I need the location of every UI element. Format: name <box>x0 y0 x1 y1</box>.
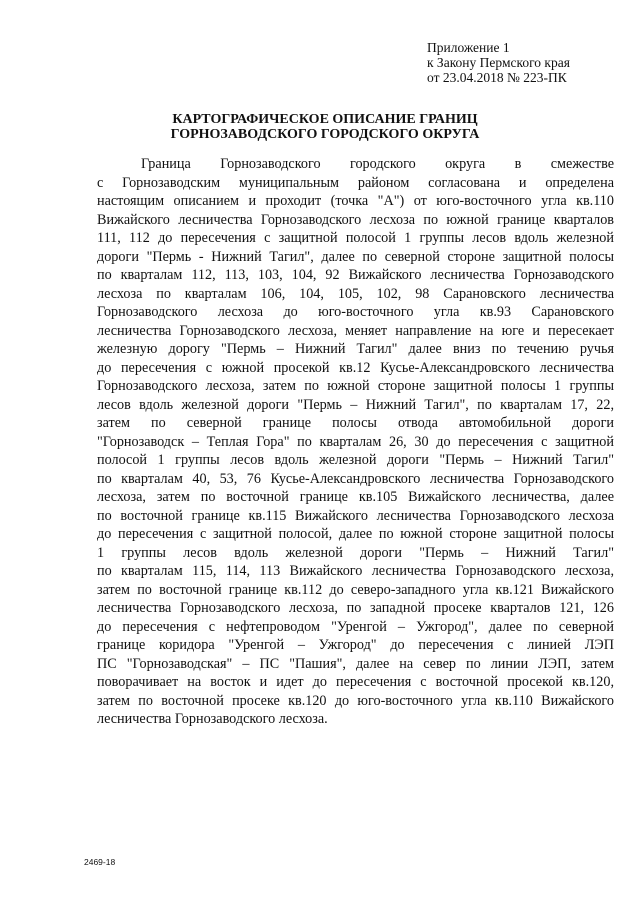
body-line: лесничества Горнозаводского лесхоза, меняет направление на юге и пересекает <box>97 322 614 339</box>
boundary-description <box>97 155 614 729</box>
body-line: 1 группы лесов вдоль железной дороги "Пермь – Нижний Тагил" <box>97 544 614 561</box>
body-line: Граница Горнозаводского городского округа в смежестве <box>141 156 614 172</box>
body-line: "Горнозаводск – Теплая Гора" по кварталам 26, 30 до пересечения с защитной <box>97 433 614 450</box>
body-line: Вижайского лесничества Горнозаводского лесхоза по южной границе кварталов <box>97 211 614 228</box>
body-line: до пересечения с нефтепроводом "Уренгой – Ужгород", далее по северной <box>97 618 614 635</box>
document-title <box>60 112 590 142</box>
body-line: 111, 112 до пересечения с защитной полосой 1 группы лесов вдоль железной <box>97 230 614 246</box>
body-line: по кварталам 115, 114, 113 Вижайского лесничества Горнозаводского лесхоза, <box>97 563 614 579</box>
body-line: лесов вдоль железной дороги "Пермь – Нижний Тагил", по кварталам 17, 22, <box>97 396 614 413</box>
body-line: лесничества Горнозаводского лесхоза. <box>97 711 328 727</box>
body-line: лесхоза по кварталам 106, 104, 105, 102, 98 Сарановского лесничества <box>97 285 614 302</box>
body-line: границе коридора "Уренгой – Ужгород" до пересечения с линией ЛЭП <box>97 637 614 653</box>
body-line: дороги "Пермь - Нижний Тагил", далее по северной стороне защитной полосы <box>97 248 614 265</box>
appendix-number: Приложение 1 <box>427 40 510 55</box>
document-number: 2469-18 <box>84 857 116 867</box>
body-line: затем по восточной границе кв.112 до северо-западного угла кв.121 Вижайского <box>97 581 614 598</box>
body-line: ПС "Горнозаводская" – ПС "Пашия", далее на север по линии ЛЭП, затем <box>97 655 614 672</box>
body-line: полосой 1 группы лесов вдоль железной дороги "Пермь – Нижний Тагил" <box>97 452 614 468</box>
body-line: настоящим описанием и проходит (точка "А") от юго-восточного угла кв.110 <box>97 193 614 209</box>
body-line: Горнозаводского лесхоза, затем по южной стороне защитной полосы 1 группы <box>97 378 614 394</box>
appendix-law-date: от 23.04.2018 № 223-ПК <box>427 70 567 85</box>
body-line: затем по северной границе полосы отвода автомобильной дороги <box>97 415 614 431</box>
appendix-law-reference: к Закону Пермского края <box>427 55 570 70</box>
appendix-header <box>427 40 570 85</box>
body-line: железную дорогу "Пермь – Нижний Тагил" далее вниз по течению ручья <box>97 341 614 357</box>
body-line: поворачивает на восток и идет до пересечения с восточной просекой кв.120, <box>97 674 614 690</box>
body-line: лесхоза, затем по восточной границе кв.105 Вижайского лесничества, далее <box>97 489 614 505</box>
body-line: затем по восточной просеке кв.120 до юго-восточного угла кв.110 Вижайского <box>97 692 614 709</box>
body-line: Горнозаводского лесхоза до юго-восточного угла кв.93 Сарановского <box>97 304 614 320</box>
body-line: до пересечения с защитной полосой, далее по южной стороне защитной полосы <box>97 526 614 542</box>
body-line: по восточной границе кв.115 Вижайского лесничества Горнозаводского лесхоза <box>97 507 614 524</box>
body-line: по кварталам 40, 53, 76 Кусье-Александровского лесничества Горнозаводского <box>97 470 614 487</box>
body-line: по кварталам 112, 113, 103, 104, 92 Вижайского лесничества Горнозаводского <box>97 267 614 283</box>
title-line-1: КАРТОГРАФИЧЕСКОЕ ОПИСАНИЕ ГРАНИЦ <box>172 112 478 127</box>
body-line: до пересечения с южной просекой кв.12 Кусье-Александровского лесничества <box>97 359 614 376</box>
title-line-2: ГОРНОЗАВОДСКОГО ГОРОДСКОГО ОКРУГА <box>170 127 480 142</box>
body-line: лесничества Горнозаводского лесхоза, по западной просеке кварталов 121, 126 <box>97 600 614 616</box>
body-line: с Горнозаводским муниципальным районом согласована и определена <box>97 174 614 191</box>
